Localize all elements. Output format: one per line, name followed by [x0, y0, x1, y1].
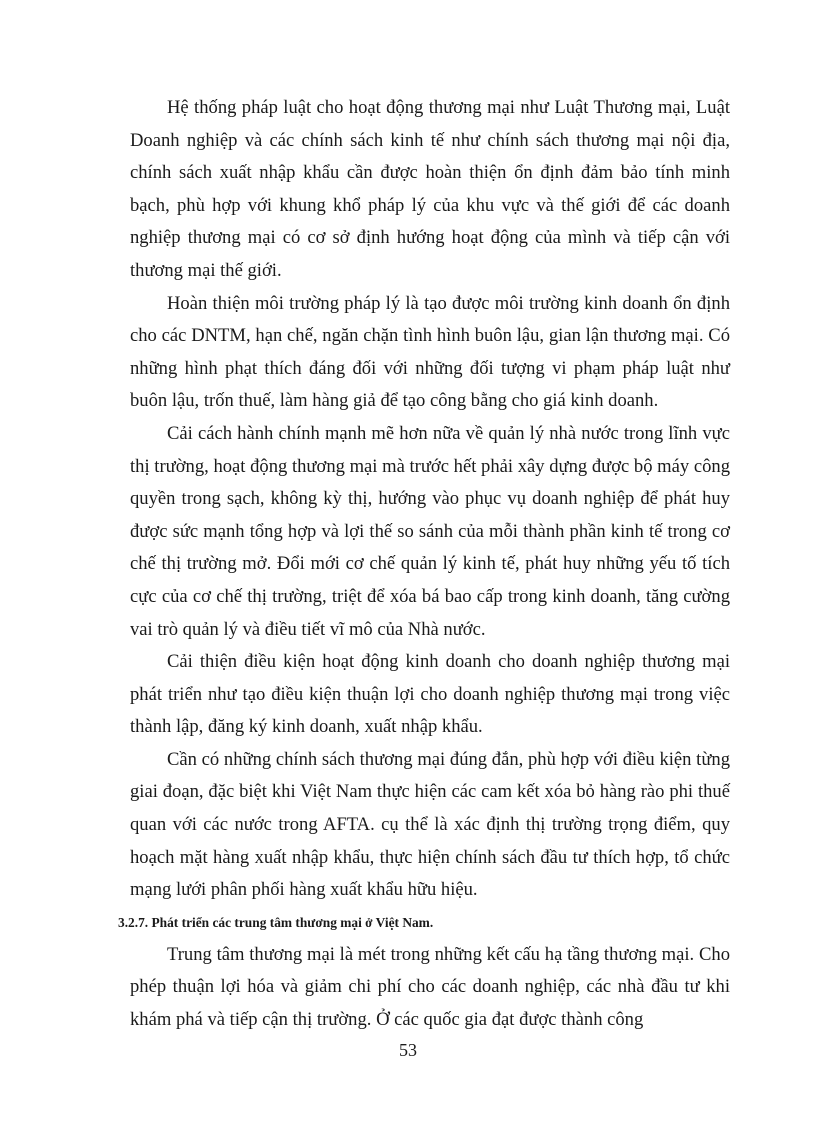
section-heading: 3.2.7. Phát triển các trung tâm thương mại ở Việt Nam. — [118, 914, 434, 930]
paragraph-trade-centers: Trung tâm thương mại là mét trong những kết cấu hạ tầng thương mại. Cho phép thuận lợi hóa và giảm chi phí cho các doanh nghiệp, các nhà đầu tư khi khám phá và tiếp cận thị trường. Ở các quốc gia đạt được thành công — [130, 943, 730, 1031]
document-body — [118, 92, 730, 1037]
paragraph-legal-system: Hệ thống pháp luật cho hoạt động thương mại như Luật Thương mại, Luật Doanh nghiệp và các chính sách kinh tế như chính sách thương mại nội địa, chính sách xuất nhập khẩu cần được hoàn thiện ổn định đảm bảo tính minh bạch, phù hợp với khung khổ pháp lý của khu vực và thế giới để các doanh nghiệp thương mại có cơ sở định hướng hoạt động của mình và tiếp cận với thương mại thế giới. — [130, 97, 730, 281]
paragraph-administrative-reform: Cải cách hành chính mạnh mẽ hơn nữa về quản lý nhà nước trong lĩnh vực thị trường, hoạt động thương mại mà trước hết phải xây dựng được bộ máy công quyền trong sạch, không kỳ thị, hướng vào phục vụ doanh nghiệp để phát huy được sức mạnh tổng hợp và lợi thế so sánh của mỗi thành phần kinh tế trong cơ chế thị trường mở. Đổi mới cơ chế quản lý kinh tế, phát huy những yếu tố tích cực của cơ chế thị trường, triệt để xóa bá bao cấp trong kinh doanh, tăng cường vai trò quản lý và điều tiết vĩ mô của Nhà nước. — [130, 422, 730, 640]
paragraph-business-conditions: Cải thiện điều kiện hoạt động kinh doanh cho doanh nghiệp thương mại phát triển như tạo điều kiện thuận lợi cho doanh nghiệp thương mại trong việc thành lập, đăng ký kinh doanh, xuất nhập khẩu. — [130, 651, 730, 738]
paragraph-legal-environment: Hoàn thiện môi trường pháp lý là tạo được môi trường kinh doanh ổn định cho các DNTM, hạn chế, ngăn chặn tình hình buôn lậu, gian lận thương mại. Có những hình phạt thích đáng đối với những đối tượng vi phạm pháp luật như buôn lậu, trốn thuế, làm hàng giả để tạo công bằng cho giá kinh doanh. — [130, 292, 730, 412]
paragraph-trade-policy: Cần có những chính sách thương mại đúng đắn, phù hợp với điều kiện từng giai đoạn, đặc biệt khi Việt Nam thực hiện các cam kết xóa bỏ hàng rào phi thuế quan với các nước trong AFTA. cụ thể là xác định thị trường trọng điểm, quy hoạch mặt hàng xuất nhập khẩu, thực hiện chính sách đầu tư thích hợp, tổ chức mạng lưới phân phối hàng xuất khẩu hữu hiệu. — [130, 748, 730, 901]
page-number: 53 — [399, 1040, 417, 1060]
